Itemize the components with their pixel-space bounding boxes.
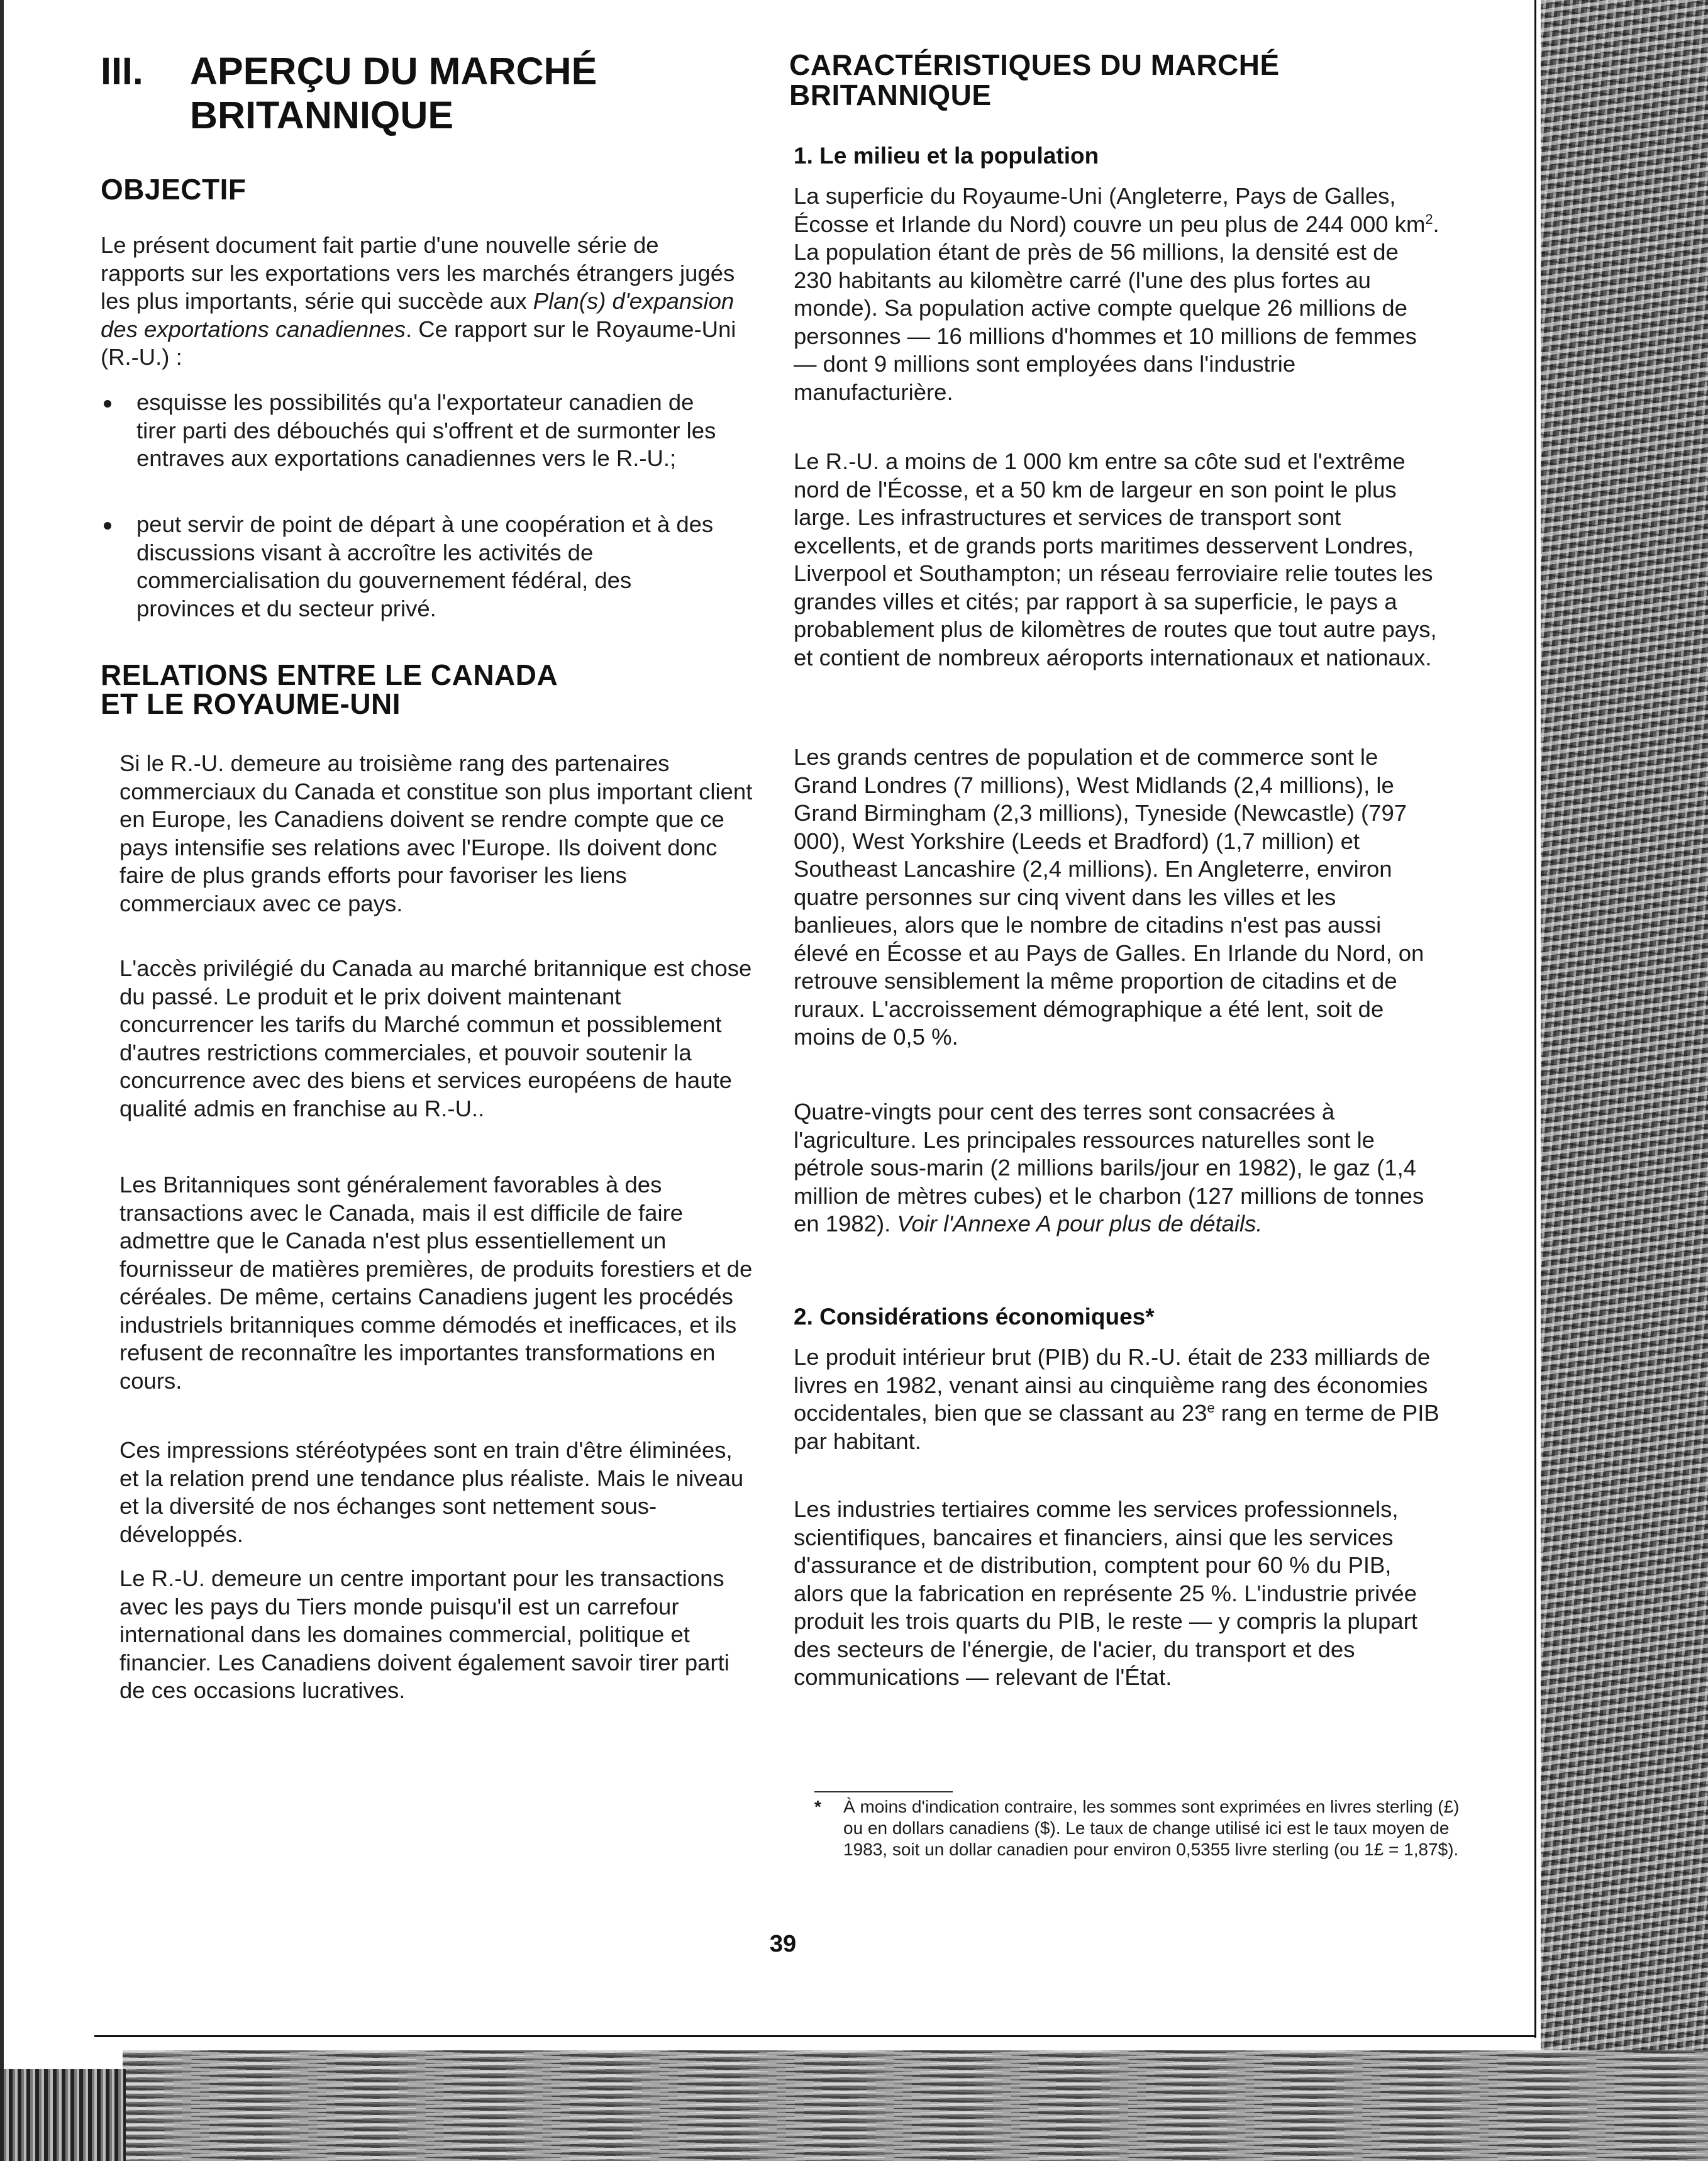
sub1-p1-sup: 2 [1425,211,1433,227]
sub2-p1-post: rang en terme de PIB par habitant. [794,1400,1439,1454]
footnote-rule [814,1791,953,1792]
sub2-heading: 2. Considérations économiques* [794,1304,1155,1330]
scan-bottom-left-corner [0,2069,126,2161]
sub1-p1-pre: La superficie du Royaume-Uni (Angleterre, Pays de Galles, Écosse et Irlande du Nord) couvre un peu plus de 244 000 km [794,183,1426,237]
scan-bottom-margin [123,2050,1708,2161]
footnote-mark: * [814,1797,821,1816]
objectif-bullet-text: peut servir de point de départ à une coopération et à des discussions visant à accroître les activités de commercialisation du gouvernement fédéral, des provinces et du secteur privé. [136,511,714,621]
sub1-paragraph [794,182,1441,406]
objectif-bullet [104,389,736,502]
sub1-p4-italic: Voir l'Annexe A pour plus de détails. [897,1211,1263,1236]
scan-left-edge [0,0,4,2075]
objectif-intro-pre: Le présent document fait partie d'une nouvelle série de rapports sur les exportations vers les marchés étrangers jugés les plus importants, série qui succède aux [101,232,735,314]
relations-paragraph: L'accès privilégié du Canada au marché britannique est chose du passé. Le produit et le prix doivent maintenant concurrencer les tarifs du Marché commun et possiblement d'autres restrictions commerciales, et pouvoir soutenir la concurrence avec des biens et services européens de haute qualité admis en franchise au R.-U.. [119,955,752,1121]
part-title-line2: BRITANNIQUE [190,94,454,136]
footnote-text: À moins d'indication contraire, les sommes sont exprimées en livres sterling (£) ou en dollars canadiens ($). Le taux de change utilisé ici est le taux moyen de 1983, soit un dollar canadien pour environ 0,5355 livre sterling (ou 1£ = 1,87$). [843,1797,1460,1859]
sub2-paragraph: Les industries tertiaires comme les services professionnels, scientifiques, bancaires et financiers, ainsi que les services d'assurance et de distribution, comptent pour 60 % du PIB, alors que la fabrication en représente 25 %. L'industrie privée produit les trois quarts du PIB, le reste — y compris la plupart des secteurs de l'énergie, de l'acier, du transport et des communications — relevant de l'État. [794,1496,1418,1690]
sub2-paragraph [794,1343,1441,1455]
sub1-p1-post: . La population étant de près de 56 millions, la densité est de 230 habitants au kilomètre carré (l'une des plus fortes au monde). Sa population active compte quelque 26 millions de personnes — 16 millions d'hommes et 10 millions de femmes — dont 9 millions sont employées dans l'industrie manufacturière. [794,211,1439,405]
sub1-heading: 1. Le milieu et la population [794,143,1099,169]
sub1-paragraph: Les grands centres de population et de commerce sont le Grand Londres (7 millions), West Midlands (2,4 millions), le Grand Birmingham (2,3 millions), Tyneside (Newcastle) (797 000), West Yorkshire (Leeds et Bradford) (1,7 million) et Southeast Lancashire (2,4 millions). En Angleterre, environ quatre personnes sur cinq vivent dans les villes et les banlieues, alors que le nombre de citadins n'est pas aussi élevé en Écosse et au Pays de Galles. En Irlande du Nord, on retrouve sensiblement la même proportion de citadins et de ruraux. L'accroissement démographique a été lent, soit de moins de 0,5 %. [794,744,1424,1050]
sub1-paragraph: Le R.-U. a moins de 1 000 km entre sa côte sud et l'extrême nord de l'Écosse, et a 50 km de largeur en son point le plus large. Les infrastructures et services de transport sont excellents, et de grands ports maritimes desservent Londres, Liverpool et Southampton; un réseau ferroviaire relie toutes les grandes villes et cités; par rapport à sa superficie, le pays a probablement plus de kilomètres de routes que tout autre pays, et contient de nombreux aéroports internationaux et nationaux. [794,448,1437,670]
relations-paragraph: Le R.-U. demeure un centre important pour les transactions avec les pays du Tiers monde puisqu'il est un carrefour international dans les domaines commercial, politique et financier. Les Canadiens doivent également savoir tirer parti de ces occasions lucratives. [119,1565,729,1703]
objectif-heading: OBJECTIF [101,173,247,206]
part-number: III. [101,50,143,92]
caracteristiques-heading-line2: BRITANNIQUE [789,79,992,111]
scan-right-margin [1541,0,1708,2161]
relations-paragraph: Ces impressions stéréotypées sont en train d'être éliminées, et la relation prend une tendance plus réaliste. Mais le niveau et la diversité de nos échanges sont nettement sous-développés. [119,1437,744,1547]
page-number: 39 [769,1931,797,1957]
relations-paragraph: Si le R.-U. demeure au troisième rang des partenaires commerciaux du Canada et constitue son plus important client en Europe, les Canadiens doivent se rendre compte que ce pays intensifie ses relations avec l'Europe. Ils doivent donc faire de plus grands efforts pour favoriser les liens commerciaux avec ce pays. [119,750,753,916]
objectif-bullet [104,511,736,624]
objectif-bullet-text: esquisse les possibilités qu'a l'exportateur canadien de tirer parti des débouchés qui s'offrent et de surmonter les entraves aux exportations canadiennes vers le R.-U.; [136,389,716,471]
objectif-intro-italic: Plan(s) d'expansion des exportations canadiennes [101,288,735,342]
sub2-p1-sup: e [1207,1399,1215,1416]
part-title-line1: APERÇU DU MARCHÉ [190,50,597,92]
caracteristiques-heading-line1: CARACTÉRISTIQUES DU MARCHÉ [789,48,1280,81]
relations-heading-line2: ET LE ROYAUME-UNI [101,687,401,720]
relations-heading-line1: RELATIONS ENTRE LE CANADA [101,658,558,691]
bullet-dot-icon [104,400,111,408]
page-right-border [1534,0,1536,2038]
sub1-p4-pre: Quatre-vingts pour cent des terres sont consacrées à l'agriculture. Les principales ressources naturelles sont le pétrole sous-marin (2 millions barils/jour en 1982), le gaz (1,4 million de mètres cubes) et le charbon (127 millions de tonnes en 1982). [794,1099,1424,1236]
page-bottom-border [94,2035,1536,2037]
objectif-intro [101,231,739,372]
relations-paragraph: Les Britanniques sont généralement favorables à des transactions avec le Canada, mais il est difficile de faire admettre que le Canada n'est plus essentiellement un fournisseur de matières premières, de produits forestiers et de céréales. De même, certains Canadiens jugent les procédés industriels britanniques comme démodés et inefficaces, et ils refusent de reconnaître les importantes transformations en cours. [119,1172,753,1394]
sub1-paragraph [794,1098,1441,1238]
bullet-dot-icon [104,522,111,530]
objectif-intro-post: . Ce rapport sur le Royaume-Uni (R.-U.) : [101,316,736,370]
sub2-p1-pre: Le produit intérieur brut (PIB) du R.-U. était de 233 milliards de livres en 1982, venant ainsi au cinquième rang des économies occidentales, bien que se classant au 23 [794,1344,1431,1426]
